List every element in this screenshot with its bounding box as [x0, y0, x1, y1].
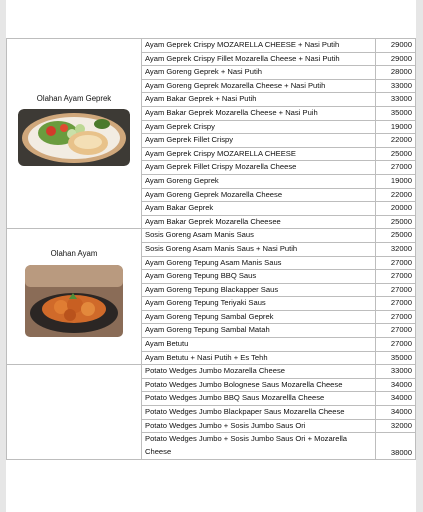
menu-page	[6, 0, 416, 512]
menu-item-price: 25000	[376, 229, 416, 243]
menu-item-name: Potato Wedges Jumbo Mozarella Cheese	[142, 365, 376, 379]
menu-item-name: Ayam Goreng Geprek Mozarella Cheese + Nasi Putih	[142, 79, 376, 93]
category-title: Olahan Ayam Geprek	[36, 94, 112, 103]
menu-item-price: 22000	[376, 134, 416, 148]
menu-item-name: Ayam Betutu + Nasi Putih + Es Tehh	[142, 351, 376, 365]
menu-item-name: Ayam Geprek Crispy	[142, 120, 376, 134]
menu-item-name: Potato Wedges Jumbo BBQ Saus Mozarellla Cheese	[142, 392, 376, 406]
menu-row	[7, 229, 416, 243]
menu-item-price: 34000	[376, 406, 416, 420]
menu-item-price: 27000	[376, 256, 416, 270]
menu-item-price: 22000	[376, 188, 416, 202]
menu-price-table	[6, 38, 416, 460]
menu-item-price: 19000	[376, 174, 416, 188]
menu-item-price: 35000	[376, 351, 416, 365]
menu-item-price: 25000	[376, 215, 416, 229]
menu-item-price: 27000	[376, 324, 416, 338]
menu-item-name: Ayam Bakar Geprek + Nasi Putih	[142, 93, 376, 107]
menu-item-name: Ayam Goreng Tepung Blackapper Saus	[142, 283, 376, 297]
menu-item-price: 32000	[376, 419, 416, 433]
menu-item-price: 33000	[376, 365, 416, 379]
menu-row	[7, 39, 416, 53]
menu-item-name: Ayam Goreng Geprek	[142, 174, 376, 188]
fried-chicken-sauce-photo	[25, 265, 123, 342]
menu-item-price: 28000	[376, 66, 416, 80]
menu-item-name: Ayam Goreng Tepung BBQ Saus	[142, 270, 376, 284]
menu-item-name: Ayam Betutu	[142, 338, 376, 352]
menu-item-price: 34000	[376, 392, 416, 406]
menu-item-price: 33000	[376, 93, 416, 107]
menu-item-price: 20000	[376, 202, 416, 216]
menu-item-name: Ayam Goreng Tepung Teriyaki Saus	[142, 297, 376, 311]
menu-item-price: 29000	[376, 52, 416, 66]
category-title: Olahan Ayam	[50, 249, 98, 259]
category-cell	[7, 229, 142, 365]
menu-item-price: 27000	[376, 297, 416, 311]
menu-item-name: Potato Wedges Jumbo Bolognese Saus Mozarella Cheese	[142, 378, 376, 392]
menu-item-name: Potato Wedges Jumbo Blackpaper Saus Mozarella Cheese	[142, 406, 376, 420]
menu-item-name: Ayam Bakar Geprek Mozarella Cheesee	[142, 215, 376, 229]
menu-item-price: 32000	[376, 242, 416, 256]
menu-item-name: Ayam Bakar Geprek	[142, 202, 376, 216]
category-cell	[7, 365, 142, 460]
menu-item-name: Ayam Goreng Tepung Asam Manis Saus	[142, 256, 376, 270]
menu-item-price: 19000	[376, 120, 416, 134]
menu-item-price: 27000	[376, 310, 416, 324]
menu-item-price: 27000	[376, 283, 416, 297]
category-cell	[7, 39, 142, 229]
menu-row	[7, 365, 416, 379]
menu-item-name: Sosis Goreng Asam Manis Saus	[142, 229, 376, 243]
menu-item-price: 33000	[376, 79, 416, 93]
menu-item-name: Potato Wedges Jumbo + Sosis Jumbo Saus Ori	[142, 419, 376, 433]
menu-table-body	[7, 39, 416, 460]
menu-item-name: Ayam Goreng Tepung Sambal Geprek	[142, 310, 376, 324]
menu-item-name: Ayam Geprek Crispy MOZARELLA CHEESE + Nasi Putih	[142, 39, 376, 53]
menu-item-price: 25000	[376, 147, 416, 161]
menu-item-name: Ayam Goreng Geprek Mozarella Cheese	[142, 188, 376, 202]
menu-item-price: 34000	[376, 378, 416, 392]
menu-item-price: 29000	[376, 39, 416, 53]
menu-item-name: Ayam Goreng Geprek + Nasi Putih	[142, 66, 376, 80]
menu-item-price: 27000	[376, 270, 416, 284]
menu-item-price: 27000	[376, 161, 416, 175]
menu-item-price: 27000	[376, 338, 416, 352]
menu-item-price: 35000	[376, 106, 416, 120]
menu-item-name: Ayam Geprek Fillet Crispy	[142, 134, 376, 148]
menu-item-name: Ayam Bakar Geprek Mozarella Cheese + Nasi Puih	[142, 106, 376, 120]
menu-item-name: Ayam Geprek Crispy MOZARELLA CHEESE	[142, 147, 376, 161]
menu-item-name: Potato Wedges Jumbo + Sosis Jumbo Saus Ori + Mozarella Cheese	[142, 433, 376, 460]
menu-item-name: Ayam Goreng Tepung Sambal Matah	[142, 324, 376, 338]
menu-item-price: 38000	[376, 433, 416, 460]
menu-item-name: Sosis Goreng Asam Manis Saus + Nasi Putih	[142, 242, 376, 256]
menu-item-name: Ayam Geprek Crispy Fillet Mozarella Cheese + Nasi Putih	[142, 52, 376, 66]
plated-chicken-salad-photo	[18, 109, 130, 171]
menu-item-name: Ayam Geprek Fillet Crispy Mozarella Cheese	[142, 161, 376, 175]
